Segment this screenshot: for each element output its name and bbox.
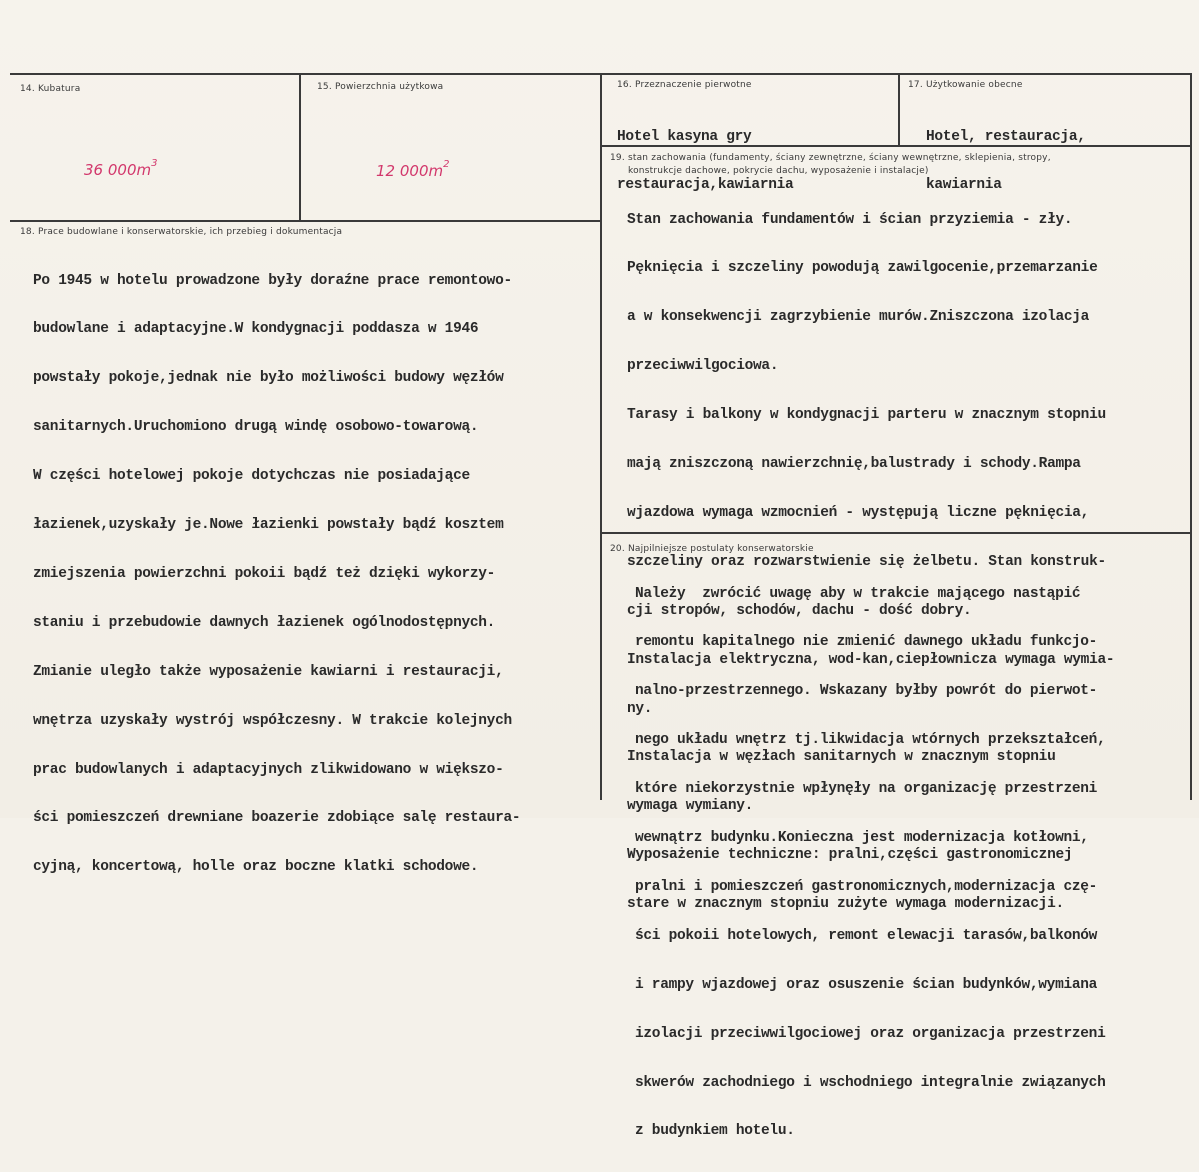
divider-16-17: [898, 73, 900, 146]
cell-18-text: Po 1945 w hotelu prowadzone były doraźne prace remontowo- budowlane i adaptacyjne.W kondygnacji poddasza w 1946 powstały pokoje,jednak nie było możliwości budowy węzłów sanitarnych.Uruchomiono drugą windę osobowo-towarową. W części hotelowej pokoje dotychczas nie posiadające łazienek,uzyskały je.Nowe łazienki powstały bądź kosztem zmiejszenia powierzchni pokoii bądź też dzięki wykorzy- staniu i przebudowie dawnych łazienek ogólnodostępnych. Zmianie uległo także wyposażenie kawiarni i restauracji, wnętrza uzyskały wystrój współczesny. W trakcie kolejnych prac budowlanych i adaptacyjnych zlikwidowano w większo- ści pomieszczeń drewniane boazerie zdobiące salę restaura- cyjną, koncertową, holle oraz boczne klatki schodowe.: [33, 272, 521, 876]
cell-15-area-value: 12 $000m^2$: [376, 159, 450, 180]
divider-14-15: [299, 73, 301, 221]
cell-18-label: 18. Prace budowlane i konserwatorskie, ich przebieg i dokumentacja: [20, 227, 343, 237]
cell-16-text: Hotel kasyna gry restauracja,kawiarnia: [617, 128, 794, 194]
center-divider: [600, 73, 602, 800]
cell-17-text: Hotel, restauracja, kawiarnia: [926, 128, 1086, 194]
cell-15-label: 15. Powierzchnia użytkowa: [317, 82, 444, 92]
cell-14-label: 14. Kubatura: [20, 84, 81, 94]
line-under-14-15: [10, 220, 602, 222]
cell-16-label: 16. Przeznaczenie pierwotne: [617, 80, 752, 90]
cell-17-label: 17. Użytkowanie obecne: [908, 80, 1023, 90]
cell-19-text: Stan zachowania fundamentów i ścian przyziemia - zły. Pęknięcia i szczeliny powodują zawilgocenie,przemarzanie a w konsekwencji zagrzybienie murów.Zniszczona izolacja przeciwwilgociowa. Tarasy i balkony w kondygnacji parteru w znacznym stopniu mają zniszczoną nawierzchnię,balustrady i schody.Rampa wjazdowa wymaga wzmocnień - występują liczne pęknięcia, szczeliny oraz rozwarstwienie się żelbetu. Stan konstruk- cji stropów, schodów, dachu - dość dobry. Instalacja elektryczna, wod-kan,ciepłownicza wymaga wymia- ny. Instalacja w węzłach sanitarnych w znacznym stopniu wymaga wymiany. Wyposażenie techniczne: pralni,części gastronomicznej stare w znacznym stopniu zużyte wymaga modernizacji.: [627, 211, 1115, 913]
right-border-line: [1190, 73, 1192, 800]
cell-19-label-line1: 19. stan zachowania (fundamenty, ściany zewnętrzne, ściany wewnętrzne, sklepienia, stropy,: [610, 153, 1051, 163]
cell-20-label: 20. Najpilniejsze postulaty konserwatorskie: [610, 544, 814, 554]
cell-20-text: Należy zwrócić uwagę aby w trakcie mającego nastąpić remontu kapitalnego nie zmienić dawnego układu funkcjo- nalno-przestrzennego. Wskazany byłby powrót do pierwot- nego układu wnętrz tj.likwidacja wtórnych przekształceń, które niekorzystnie wpłynęły na organizację przestrzeni wewnątrz budynku.Konieczna jest modernizacja kotłowni, pralni i pomieszczeń gastronomicznych,modernizacja czę- ści pokoii hotelowych, remont elewacji tarasów,balkonów i rampy wjazdowej oraz osuszenie ścian budynków,wymiana izolacji przeciwwilgociowej oraz organizacja przestrzeni skwerów zachodniego i wschodniego integralnie związanych z budynkiem hotelu.: [635, 585, 1106, 1140]
cell-19-label-line2: konstrukcje dachowe, pokrycie dachu, wyposażenie i instalacje): [628, 166, 929, 176]
cell-14-volume-value: 36 $000m^3$: [84, 158, 158, 179]
